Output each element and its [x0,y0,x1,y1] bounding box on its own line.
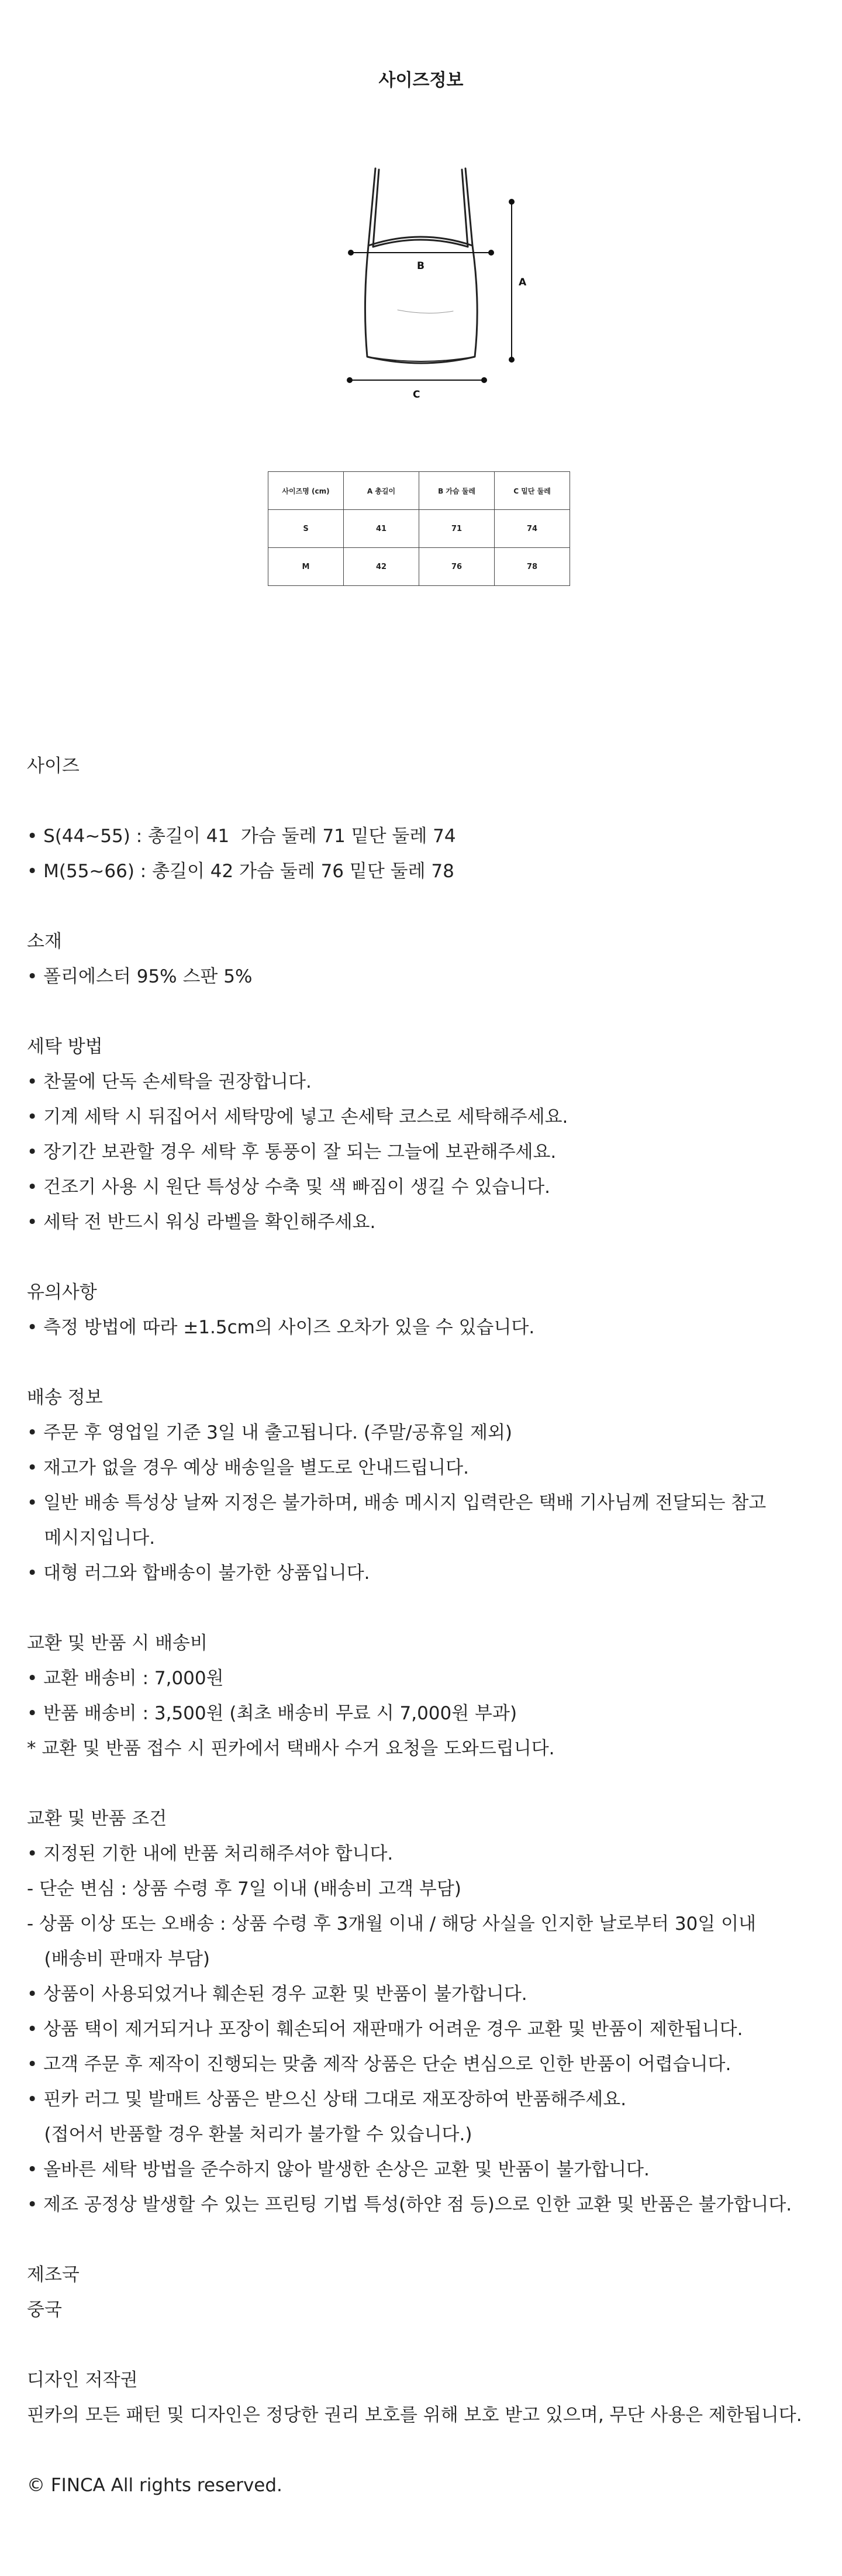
section-title: 유의사항 [27,1282,97,1303]
section-line: • 상품이 사용되었거나 훼손된 경우 교환 및 반품이 불가합니다. [27,1984,527,2005]
section-title: 사이즈 [27,756,80,777]
size-table [268,471,570,586]
footer-copyright [27,2468,822,2503]
section-line: • 세탁 전 반드시 워싱 라벨을 확인해주세요. [27,1212,376,1233]
section-line: • 주문 후 영업일 기준 3일 내 출고됩니다. (주말/공휴일 제외) [27,1422,512,1443]
size-table-cell: 76 [419,548,495,586]
section-return-conditions [27,1801,822,2222]
section-line: - 상품 이상 또는 오배송 : 상품 수령 후 3개월 이내 / 해당 사실을 인지한 날로부터 30일 이내 [27,1913,756,1934]
section-line: • M(55~66) : 총길이 42 가슴 둘레 76 밑단 둘레 78 [27,861,454,882]
size-table-row [268,510,570,548]
section-design-copyright [27,2363,822,2433]
section-line: • 지정된 기한 내에 반품 처리해주셔야 합니다. [27,1843,394,1864]
size-table-cell: 74 [495,510,570,548]
size-table-cell: M [268,548,344,586]
section-origin [27,2257,822,2327]
size-table-header-cell: C 밑단 둘레 [495,472,570,510]
section-title: 교환 및 반품 조건 [27,1808,167,1829]
camisole-size-diagram [327,158,526,404]
section-line: • 교환 배송비 : 7,000원 [27,1668,224,1689]
section-line: 중국 [27,2299,62,2320]
section-line: • 재고가 없을 경우 예상 배송일을 별도로 안내드립니다. [27,1457,469,1478]
section-shipping [27,1380,822,1591]
section-line: • 반품 배송비 : 3,500원 (최초 배송비 무료 시 7,000원 부과) [27,1703,517,1724]
product-info-text [27,749,822,2503]
size-table-header-cell: B 가슴 둘레 [419,472,495,510]
section-line: 메시지입니다. [27,1527,156,1549]
section-line: • 상품 택이 제거되거나 포장이 훼손되어 재판매가 어려운 경우 교환 및 반품이 제한됩니다. [27,2019,743,2040]
section-line: • S(44~55) : 총길이 41 가슴 둘레 71 밑단 둘레 74 [27,826,456,847]
size-table-cell: 78 [495,548,570,586]
section-line: (배송비 판매자 부담) [27,1949,210,1970]
size-table-header-cell: A 총길이 [344,472,419,510]
section-line: • 폴리에스터 95% 스판 5% [27,966,253,987]
section-line: 핀카의 모든 패턴 및 디자인은 정당한 권리 보호를 위해 보호 받고 있으며, 무단 사용은 제한됩니다. [27,2405,802,2426]
size-info-title: 사이즈정보 [378,70,464,91]
section-line: (접어서 반품할 경우 환불 처리가 불가할 수 있습니다.) [27,2124,472,2145]
section-return-fee [27,1626,822,1766]
section-line: • 올바른 세탁 방법을 준수하지 않아 발생한 손상은 교환 및 반품이 불가합니다. [27,2159,650,2180]
section-title: 디자인 저작권 [27,2370,138,2391]
section-title: 세탁 방법 [27,1036,103,1057]
size-table-row [268,548,570,586]
section-line: • 고객 주문 후 제작이 진행되는 맞춤 제작 상품은 단순 변심으로 인한 반품이 어렵습니다. [27,2054,731,2075]
size-table-cell: 41 [344,510,419,548]
section-material [27,924,822,994]
section-line: * 교환 및 반품 접수 시 핀카에서 택배사 수거 요청을 도와드립니다. [27,1738,555,1759]
section-line: • 찬물에 단독 손세탁을 권장합니다. [27,1071,312,1092]
section-title: 배송 정보 [27,1387,103,1408]
size-table-cell: 71 [419,510,495,548]
size-table-header [268,472,570,510]
copyright-text: © FINCA All rights reserved. [27,2475,282,2496]
size-table-header-cell: 사이즈명 (cm) [268,472,344,510]
section-title: 소재 [27,931,62,952]
left-strap [368,168,379,247]
section-notice [27,1275,822,1345]
section-line: • 기계 세탁 시 뒤집어서 세탁망에 넣고 손세탁 코스로 세탁해주세요. [27,1106,568,1127]
section-size [27,749,822,889]
section-line: • 핀카 러그 및 발매트 상품은 받으신 상태 그대로 재포장하여 반품해주세요. [27,2089,627,2110]
label-a: A [519,277,526,288]
right-strap [462,168,472,247]
section-line: - 단순 변심 : 상품 수령 후 7일 이내 (배송비 고객 부담) [27,1878,461,1899]
label-b: B [417,260,425,272]
section-line: • 건조기 사용 시 원단 특성상 수축 및 색 빠짐이 생길 수 있습니다. [27,1177,551,1198]
section-washing [27,1029,822,1240]
size-table-cell: S [268,510,344,548]
section-line: • 제조 공정상 발생할 수 있는 프린팅 기법 특성(하얀 점 등)으로 인한 교환 및 반품은 불가합니다. [27,2194,792,2215]
section-line: • 장기간 보관할 경우 세탁 후 통풍이 잘 되는 그늘에 보관해주세요. [27,1142,557,1163]
section-line: • 대형 러그와 합배송이 불가한 상품입니다. [27,1563,370,1584]
label-c: C [413,389,420,401]
section-title: 제조국 [27,2264,80,2285]
section-title: 교환 및 반품 시 배송비 [27,1633,208,1654]
size-table-cell: 42 [344,548,419,586]
section-line: • 일반 배송 특성상 날짜 지정은 불가하며, 배송 메시지 입력란은 택배 기사님께 전달되는 참고 [27,1492,767,1513]
section-line: • 측정 방법에 따라 ±1.5cm의 사이즈 오차가 있을 수 있습니다. [27,1317,535,1338]
